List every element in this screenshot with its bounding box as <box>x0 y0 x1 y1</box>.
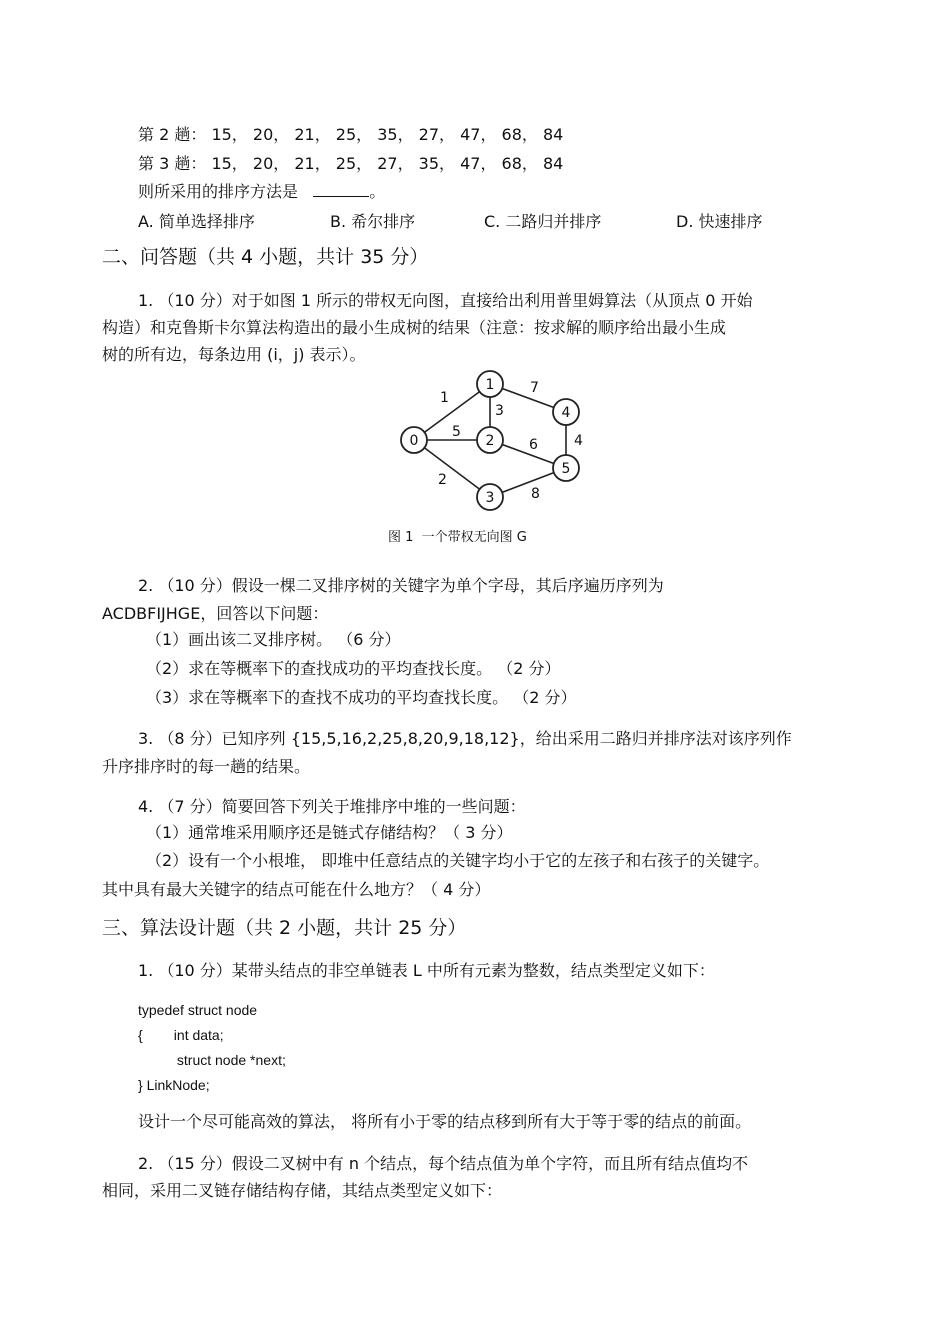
weight-2-5: 6 <box>529 437 538 453</box>
weight-0-1: 1 <box>440 390 449 406</box>
weight-4-5: 4 <box>574 433 583 449</box>
node-label-2: 2 <box>485 433 495 449</box>
mc-question <box>138 182 385 202</box>
weight-1-4: 7 <box>530 380 539 396</box>
q3-2-line-2: 相同，采用二叉链存储结构存储，其结点类型定义如下： <box>102 1181 503 1200</box>
q3-2-line-1: 2. （15 分）假设二叉树中有 n 个结点，每个结点值为单个字符，而且所有结点值均不 <box>138 1154 749 1173</box>
q2-2-sub-2: （2）求在等概率下的查找成功的平均查找长度。 （2 分） <box>146 659 561 678</box>
option-b: B. 希尔排序 <box>330 212 416 231</box>
q2-1-line-2: 构造）和克鲁斯卡尔算法构造出的最小生成树的结果（注意：按求解的顺序给出最小生成 <box>102 318 727 337</box>
q2-1-line-1: 1. （10 分）对于如图 1 所示的带权无向图，直接给出利用普里姆算法（从顶点 0 开始 <box>138 291 753 310</box>
q2-4-sub-2: （2）设有一个小根堆， 即堆中任意结点的关键字均小于它的左孩子和右孩子的关键字。 <box>146 851 770 870</box>
q2-3-line-2: 升序排序时的每一趟的结果。 <box>102 757 311 776</box>
q2-4-sub-1: （1）通常堆采用顺序还是链式存储结构？（ 3 分） <box>146 823 513 842</box>
section-3-heading: 三、算法设计题（共 2 小题，共计 25 分） <box>102 917 467 939</box>
q2-4-line-1: 4. （7 分）简要回答下列关于堆排序中堆的一些问题： <box>138 797 526 816</box>
pass-2-line: 第 2 趟： 15， 20， 21， 25， 35， 27， 47， 68， 84 <box>138 125 564 144</box>
code-line-4: } LinkNode; <box>138 1077 210 1093</box>
q2-3-line-1: 3. （8 分）已知序列 {15,5,16,2,25,8,20,9,18,12}，给出采用二路归并排序法对该序列作 <box>138 729 792 748</box>
figure-caption: 图 1 一个带权无向图 G <box>388 530 527 545</box>
q2-4-line-4: 其中具有最大关键字的结点可能在什么地方？（ 4 分） <box>102 880 491 899</box>
pass-3-line: 第 3 趟： 15， 20， 21， 25， 27， 35， 47， 68， 84 <box>138 154 564 173</box>
code-line-1: typedef struct node <box>138 1002 258 1018</box>
q2-1-line-3: 树的所有边，每条边用 (i，j) 表示）。 <box>102 345 366 364</box>
answer-blank <box>313 182 369 197</box>
section-2-heading: 二、问答题（共 4 小题，共计 35 分） <box>102 246 429 268</box>
weighted-undirected-graph <box>390 368 590 513</box>
q3-1-task: 设计一个尽可能高效的算法， 将所有小于零的结点移到所有大于等于零的结点的前面。 <box>138 1112 752 1131</box>
node-label-5: 5 <box>561 461 571 477</box>
code-line-3: struct node *next; <box>138 1052 286 1068</box>
q2-2-sub-1: （1）画出该二叉排序树。 （6 分） <box>146 630 401 649</box>
node-label-4: 4 <box>561 405 571 421</box>
edge-0-3 <box>414 440 490 497</box>
code-line-2: { int data; <box>138 1027 224 1043</box>
weight-3-5: 8 <box>531 486 540 502</box>
mc-question-prefix: 则所采用的排序方法是 <box>138 182 299 201</box>
option-a: A. 简单选择排序 <box>138 212 255 231</box>
weight-1-2: 3 <box>495 403 504 419</box>
option-d: D. 快速排序 <box>676 212 763 231</box>
q2-2-sub-3: （3）求在等概率下的查找不成功的平均查找长度。 （2 分） <box>146 688 577 707</box>
node-label-3: 3 <box>485 490 495 506</box>
q2-2-line-1: 2. （10 分）假设一棵二叉排序树的关键字为单个字母，其后序遍历序列为 <box>138 576 664 595</box>
mc-question-suffix: 。 <box>369 182 386 201</box>
q2-2-line-2: ACDBFIJHGE，回答以下问题： <box>102 604 329 623</box>
q3-1-intro: 1. （10 分）某带头结点的非空单链表 L 中所有元素为整数，结点类型定义如下： <box>138 961 715 980</box>
weight-0-3: 2 <box>438 472 447 488</box>
node-label-1: 1 <box>485 377 495 393</box>
node-label-0: 0 <box>409 433 419 449</box>
option-c: C. 二路归并排序 <box>484 212 602 231</box>
weight-0-2: 5 <box>452 424 461 440</box>
